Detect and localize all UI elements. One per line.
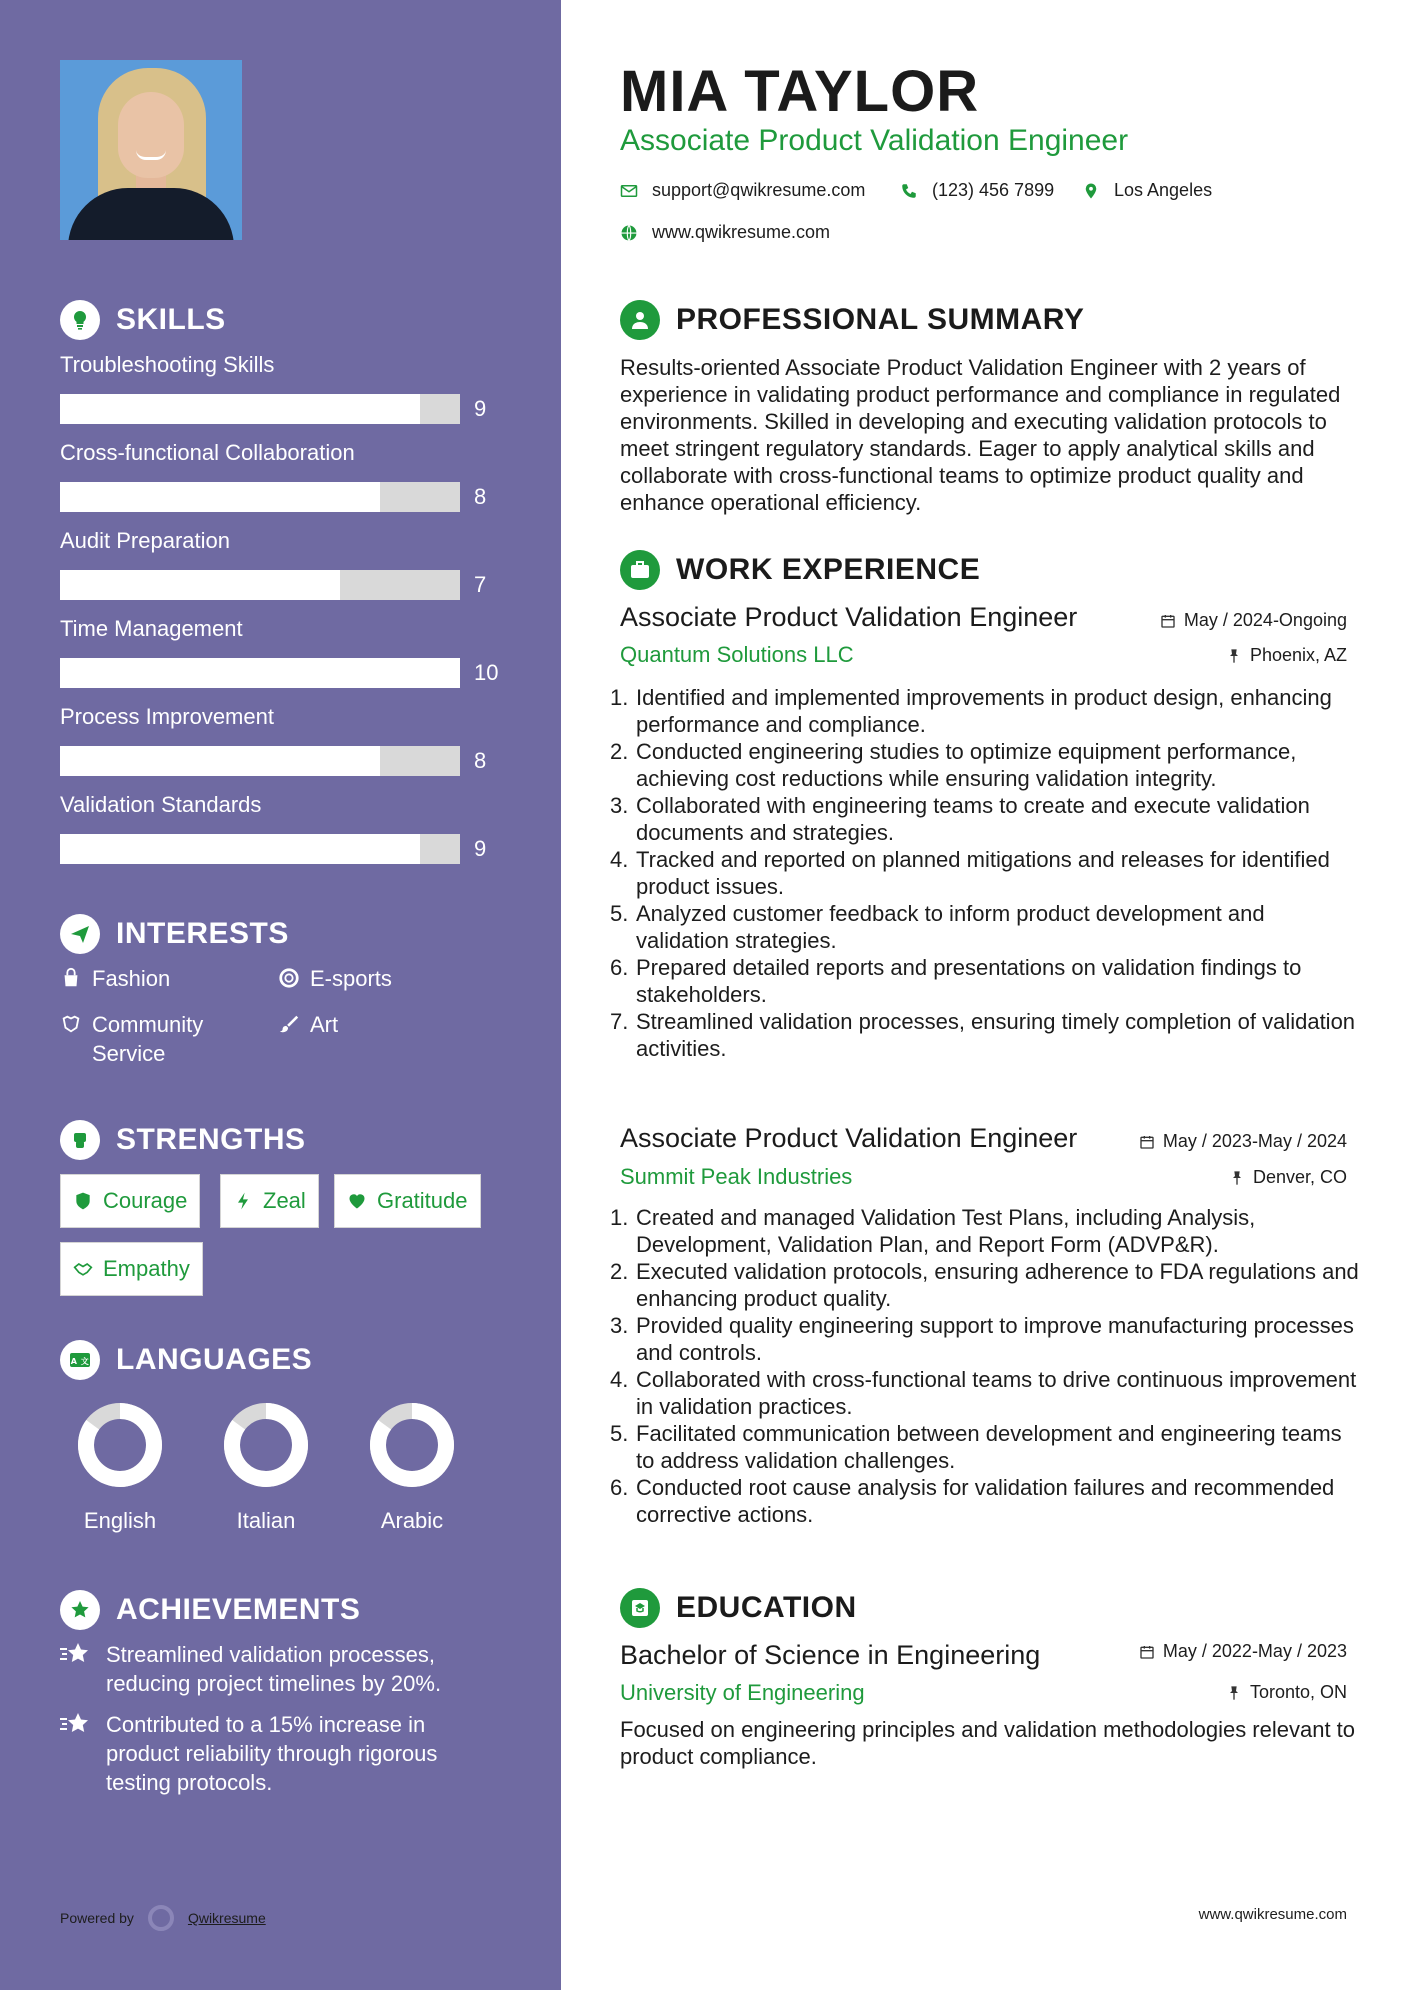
contact-phone[interactable]: (123) 456 7899 [900,180,1054,201]
language-name: Arabic [380,1508,444,1533]
interests-heading: INTERESTS [60,914,289,954]
list-item: 5. Analyzed customer feedback to inform product development and validation strategies. [610,901,1265,953]
skill-item [60,528,510,597]
skill-value: 10 [474,660,499,685]
education-location: Toronto, ON [1226,1682,1347,1703]
list-item: 2. Executed validation protocols, ensuring adherence to FDA regulations and enhancing product quality. [610,1259,1359,1311]
achievement-item: Contributed to a 15% increase in product reliability through rigorous testing protocols. [60,1710,500,1797]
globe-icon [620,224,638,242]
job-company: Quantum Solutions LLC [620,642,854,667]
skill-bar [60,570,340,600]
svg-text:A 文: A 文 [70,1357,90,1366]
job-title: Associate Product Validation Engineer [620,602,1078,632]
skill-name: Time Management [60,616,243,641]
job-location: Denver, CO [1229,1167,1347,1188]
language-name: English [83,1508,157,1533]
skill-name: Audit Preparation [60,528,230,553]
skill-name: Troubleshooting Skills [60,352,275,377]
language-donut [221,1400,311,1490]
degree-title: Bachelor of Science in Engineering [620,1640,1041,1670]
job-company: Summit Peak Industries [620,1164,853,1189]
interest-item: Fashion [60,964,170,993]
fist-icon [60,1120,100,1160]
calendar-icon [1160,613,1176,629]
calendar-icon [1139,1134,1155,1150]
list-item: 7. Streamlined validation processes, ensuring timely completion of validation activities. [610,1009,1356,1061]
paper-plane-icon [60,914,100,954]
skill-item [60,704,510,773]
language-name: Italian [236,1508,296,1533]
interest-item: Community Service [60,1010,240,1068]
skill-item [60,616,510,685]
list-item: 5. Facilitated communication between development and engineering teams to address validation challenges. [610,1421,1342,1473]
brush-icon [278,1013,300,1035]
education-heading: EDUCATION [620,1588,857,1628]
contact-website[interactable]: www.qwikresume.com [620,222,830,243]
graduation-icon [620,1588,660,1628]
contact-email[interactable]: support@qwikresume.com [620,180,865,201]
lifebuoy-icon [278,967,300,989]
skill-bar [60,482,380,512]
language-icon [60,1340,100,1380]
skill-bar [60,834,420,864]
school-name: University of Engineering [620,1680,865,1705]
strength-chip: Courage [60,1174,200,1228]
achievement-item: Streamlined validation processes, reducing project timelines by 20%. [60,1640,500,1698]
strengths-heading: STRENGTHS [60,1120,306,1160]
pushpin-icon [1229,1170,1245,1186]
language-item [347,1400,477,1534]
language-donut [75,1400,165,1490]
star-badge-icon [60,1590,100,1630]
skill-value: 9 [474,836,487,861]
qwikresume-link[interactable]: Qwikresume [187,1910,266,1926]
skill-bar [60,746,380,776]
zeal-icon [233,1191,253,1211]
interest-item: E-sports [278,964,392,993]
sidebar [0,0,561,1990]
lightbulb-icon [60,300,100,340]
job-bullets [610,684,1360,1062]
language-item [201,1400,331,1534]
profile-photo [60,60,242,240]
skill-value: 7 [474,572,487,597]
skill-value: 9 [474,396,487,421]
heart-icon [347,1191,367,1211]
job-dates: May / 2023-May / 2024 [1139,1131,1347,1152]
skill-name: Validation Standards [60,792,262,817]
qwikresume-logo [148,1905,174,1931]
star-icon [60,1712,92,1738]
skill-bar [60,394,420,424]
footer-url[interactable]: www.qwikresume.com [1198,1906,1347,1923]
pushpin-icon [1226,648,1242,664]
strength-chip: Gratitude [334,1174,481,1228]
list-item: 4. Collaborated with cross-functional teams to drive continuous improvement in validation practices. [610,1367,1357,1419]
briefcase-icon [620,550,660,590]
star-icon [60,1642,92,1668]
skill-item [60,440,510,509]
language-item [55,1400,185,1534]
skill-value: 8 [474,484,487,509]
contact-location: Los Angeles [1082,180,1212,201]
languages-heading: A 文 LANGUAGES [60,1340,312,1380]
list-item: 3. Provided quality engineering support to improve manufacturing processes and controls. [610,1313,1354,1365]
pushpin-icon [1226,1685,1242,1701]
community-icon [60,1013,82,1035]
summary-heading: PROFESSIONAL SUMMARY [620,300,1084,340]
job-location: Phoenix, AZ [1226,645,1347,666]
skill-name: Process Improvement [60,704,274,729]
skill-value: 8 [474,748,487,773]
skill-item [60,352,510,421]
interest-item: Art [278,1010,338,1039]
job-dates: May / 2024-Ongoing [1160,610,1347,631]
strength-chip: Empathy [60,1242,203,1296]
skills-heading: SKILLS [60,300,226,340]
handshake-icon [73,1259,93,1279]
job-title: Associate Product Validation Engineer [620,1123,1078,1153]
skill-name: Cross-functional Collaboration [60,440,355,465]
shield-icon [73,1191,93,1211]
list-item: 4. Tracked and reported on planned mitigations and releases for identified product issues. [610,847,1330,899]
achievements-heading: ACHIEVEMENTS [60,1590,360,1630]
list-item: 2. Conducted engineering studies to optimize equipment performance, achieving cost reductions while ensuring validation integrity. [610,739,1297,791]
skill-bar [60,658,460,688]
language-donut [367,1400,457,1490]
summary-text: Results-oriented Associate Product Validation Engineer with 2 years of experience in validating product performance and compliance in regulated environments. Skilled in developing and executing validation protocols to meet stringent regulatory standards. Eager to apply analytical skills and collaborate with cross-functional teams to optimize product quality and enhance operational efficiency. [620,355,1341,515]
education-dates: May / 2022-May / 2023 [1139,1641,1347,1662]
list-item: 3. Collaborated with engineering teams to create and execute validation documents and strategies. [610,793,1310,845]
user-icon [620,300,660,340]
skill-item [60,792,510,861]
list-item: 1. Identified and implemented improvements in product design, enhancing performance and compliance. [610,685,1332,737]
job-bullets [610,1204,1360,1528]
map-pin-icon [1082,182,1100,200]
phone-icon [900,182,918,200]
envelope-icon [620,182,638,200]
candidate-name: MIA TAYLOR [620,59,980,124]
list-item: 6. Conducted root cause analysis for validation failures and recommended corrective actions. [610,1475,1335,1527]
education-description: Focused on engineering principles and validation methodologies relevant to product compliance. [620,1717,1356,1769]
shopping-bag-icon [60,967,82,989]
list-item: 6. Prepared detailed reports and presentations on validation findings to stakeholders. [610,955,1302,1007]
strength-chip: Zeal [220,1174,319,1228]
list-item: 1. Created and managed Validation Test Plans, including Analysis, Development, Validation Plan, and Report Form (ADVP&R). [610,1205,1256,1257]
calendar-icon [1139,1644,1155,1660]
powered-by: Powered by Qwikresume [60,1905,266,1931]
experience-heading: WORK EXPERIENCE [620,550,980,590]
candidate-title: Associate Product Validation Engineer [620,124,1129,157]
